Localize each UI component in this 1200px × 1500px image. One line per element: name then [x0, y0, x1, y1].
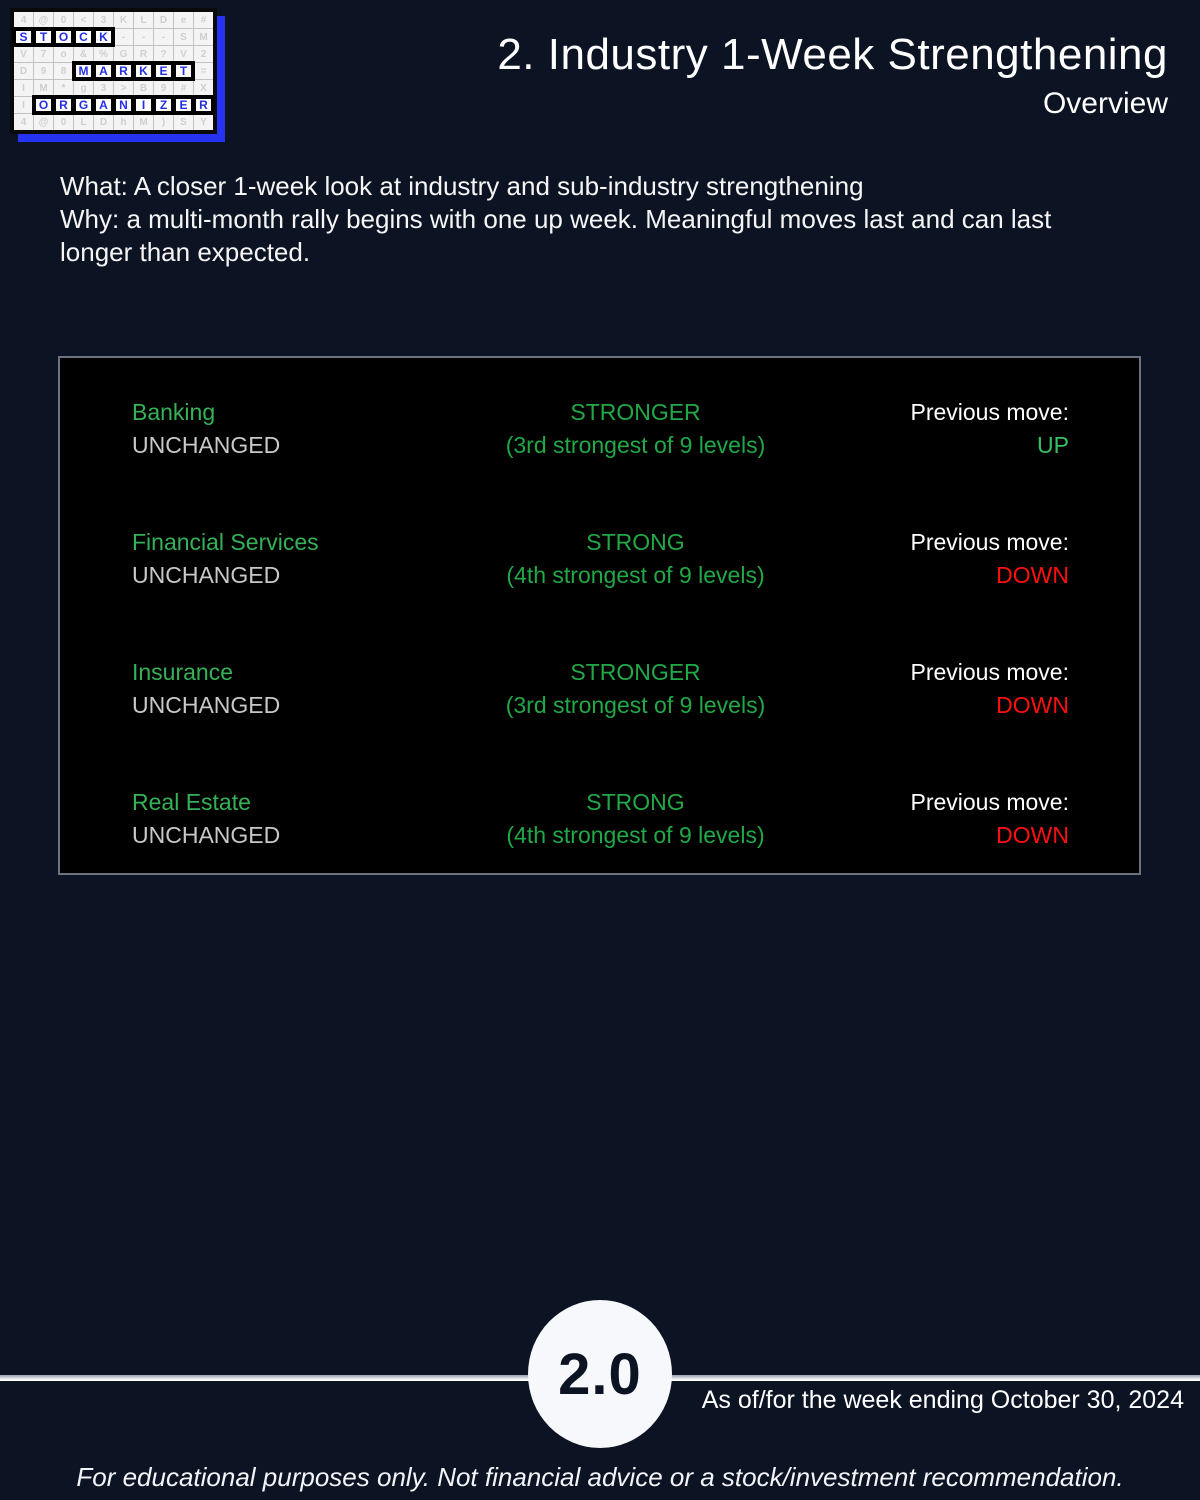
- logo-filler-tile: @: [34, 12, 53, 28]
- logo-filler-tile: D: [154, 12, 173, 28]
- logo-letter-tile: S: [14, 29, 33, 45]
- logo-filler-tile: D: [14, 63, 33, 79]
- logo-letter-tile: A: [94, 63, 113, 79]
- logo-letter-tile: I: [134, 97, 153, 113]
- logo-filler-tile: *: [54, 80, 73, 96]
- previous-move-label: Previous move:: [910, 789, 1069, 815]
- logo-letter-tile: A: [94, 97, 113, 113]
- previous-move-value: DOWN: [996, 562, 1069, 588]
- logo-filler-tile: L: [134, 12, 153, 28]
- logo-filler-tile: 0: [54, 12, 73, 28]
- as-of-date: As of/for the week ending October 30, 2024: [701, 1386, 1184, 1414]
- logo-filler-tile: ?: [154, 46, 173, 62]
- strength-detail: (3rd strongest of 9 levels): [505, 432, 766, 458]
- logo-filler-tile: S: [174, 114, 193, 130]
- logo-filler-tile: R: [134, 46, 153, 62]
- logo-filler-tile: V: [174, 46, 193, 62]
- logo-filler-tile: #: [194, 12, 213, 28]
- logo-filler-tile: B: [134, 80, 153, 96]
- logo: [10, 8, 226, 146]
- logo-filler-tile: 0: [54, 114, 73, 130]
- logo-letter-tile: E: [174, 97, 193, 113]
- logo-filler-tile: g: [74, 80, 93, 96]
- logo-filler-tile: h: [114, 114, 133, 130]
- previous-move-label: Previous move:: [910, 659, 1069, 685]
- logo-filler-tile: &: [74, 46, 93, 62]
- header: [497, 26, 1168, 125]
- logo-filler-tile: 2: [194, 46, 213, 62]
- industry-row-insurance: [60, 656, 1139, 722]
- industry-name: Real Estate: [132, 789, 251, 815]
- logo-filler-tile: 3: [94, 12, 113, 28]
- logo-filler-tile: e: [174, 12, 193, 28]
- logo-letter-tile: T: [34, 29, 53, 45]
- disclaimer-text: For educational purposes only. Not financial advice or a stock/investment recommendation.: [76, 1462, 1124, 1492]
- logo-filler-tile: -: [114, 29, 133, 45]
- intro-line-why-cont: longer than expected.: [60, 237, 311, 267]
- industry-row-financial-services: [60, 526, 1139, 592]
- logo-filler-tile: X: [194, 80, 213, 96]
- logo-filler-tile: o: [54, 46, 73, 62]
- logo-letter-tile: T: [174, 63, 193, 79]
- logo-board: [10, 8, 217, 134]
- logo-filler-tile: 9: [154, 80, 173, 96]
- logo-letter-tile: E: [154, 63, 173, 79]
- strength-detail: (4th strongest of 9 levels): [506, 562, 765, 588]
- logo-filler-tile: =: [194, 63, 213, 79]
- industry-row-banking: [60, 396, 1139, 462]
- strength-detail: (4th strongest of 9 levels): [506, 822, 765, 848]
- logo-filler-tile: I: [14, 97, 33, 113]
- logo-filler-tile: I: [14, 80, 33, 96]
- logo-letter-tile: O: [34, 97, 53, 113]
- industry-name: Financial Services: [132, 529, 319, 555]
- version-number: 2.0: [558, 1341, 642, 1407]
- logo-letter-tile: Z: [154, 97, 173, 113]
- logo-letter-tile: O: [54, 29, 73, 45]
- strength-level: STRONG: [586, 529, 685, 555]
- logo-filler-tile: V: [14, 46, 33, 62]
- logo-letter-tile: C: [74, 29, 93, 45]
- previous-move-value: DOWN: [996, 822, 1069, 848]
- version-badge: [528, 1300, 672, 1448]
- logo-filler-tile: Y: [194, 114, 213, 130]
- page-title: 2. Industry 1-Week Strengthening: [497, 30, 1168, 79]
- logo-filler-tile: M: [134, 114, 153, 130]
- logo-filler-tile: @: [34, 114, 53, 130]
- logo-filler-tile: M: [194, 29, 213, 45]
- logo-filler-tile: D: [94, 114, 113, 130]
- previous-move-value: DOWN: [996, 692, 1069, 718]
- logo-filler-tile: #: [174, 80, 193, 96]
- change-status: UNCHANGED: [132, 822, 281, 848]
- intro-line-why: Why: a multi-month rally begins with one up week. Meaningful moves last and can last: [60, 204, 1052, 234]
- logo-filler-tile: G: [114, 46, 133, 62]
- change-status: UNCHANGED: [132, 432, 281, 458]
- previous-move-label: Previous move:: [910, 399, 1069, 425]
- logo-filler-tile: K: [114, 12, 133, 28]
- strength-level: STRONG: [586, 789, 685, 815]
- logo-letter-tile: G: [74, 97, 93, 113]
- strength-level: STRONGER: [570, 659, 701, 685]
- logo-letter-tile: N: [114, 97, 133, 113]
- logo-filler-tile: S: [174, 29, 193, 45]
- previous-move-value: UP: [1037, 432, 1069, 458]
- logo-filler-tile: 8: [54, 63, 73, 79]
- logo-filler-tile: 4: [14, 12, 33, 28]
- change-status: UNCHANGED: [132, 692, 281, 718]
- strength-detail: (3rd strongest of 9 levels): [505, 692, 766, 718]
- intro-line-what: What: A closer 1-week look at industry and sub-industry strengthening: [60, 171, 864, 201]
- logo-filler-tile: L: [74, 114, 93, 130]
- logo-letter-tile: R: [54, 97, 73, 113]
- change-status: UNCHANGED: [132, 562, 281, 588]
- logo-filler-tile: -: [134, 29, 153, 45]
- logo-crossword-grid: [14, 12, 213, 130]
- logo-filler-tile: %: [94, 46, 113, 62]
- logo-filler-tile: 7: [34, 46, 53, 62]
- intro-text: [60, 170, 1160, 269]
- industry-row-real-estate: [60, 786, 1139, 852]
- strength-level: STRONGER: [570, 399, 701, 425]
- logo-letter-tile: R: [194, 97, 213, 113]
- previous-move-label: Previous move:: [910, 529, 1069, 555]
- logo-filler-tile: 3: [94, 80, 113, 96]
- logo-filler-tile: >: [114, 80, 133, 96]
- industry-name: Banking: [132, 399, 216, 425]
- logo-filler-tile: -: [154, 29, 173, 45]
- logo-filler-tile: 9: [34, 63, 53, 79]
- logo-filler-tile: 4: [14, 114, 33, 130]
- industry-strength-panel: [58, 356, 1141, 875]
- logo-filler-tile: M: [34, 80, 53, 96]
- logo-letter-tile: R: [114, 63, 133, 79]
- logo-letter-tile: K: [134, 63, 153, 79]
- logo-letter-tile: K: [94, 29, 113, 45]
- logo-letter-tile: M: [74, 63, 93, 79]
- logo-filler-tile: <: [74, 12, 93, 28]
- industry-name: Insurance: [132, 659, 234, 685]
- logo-filler-tile: ): [154, 114, 173, 130]
- page-subtitle: Overview: [1042, 87, 1168, 121]
